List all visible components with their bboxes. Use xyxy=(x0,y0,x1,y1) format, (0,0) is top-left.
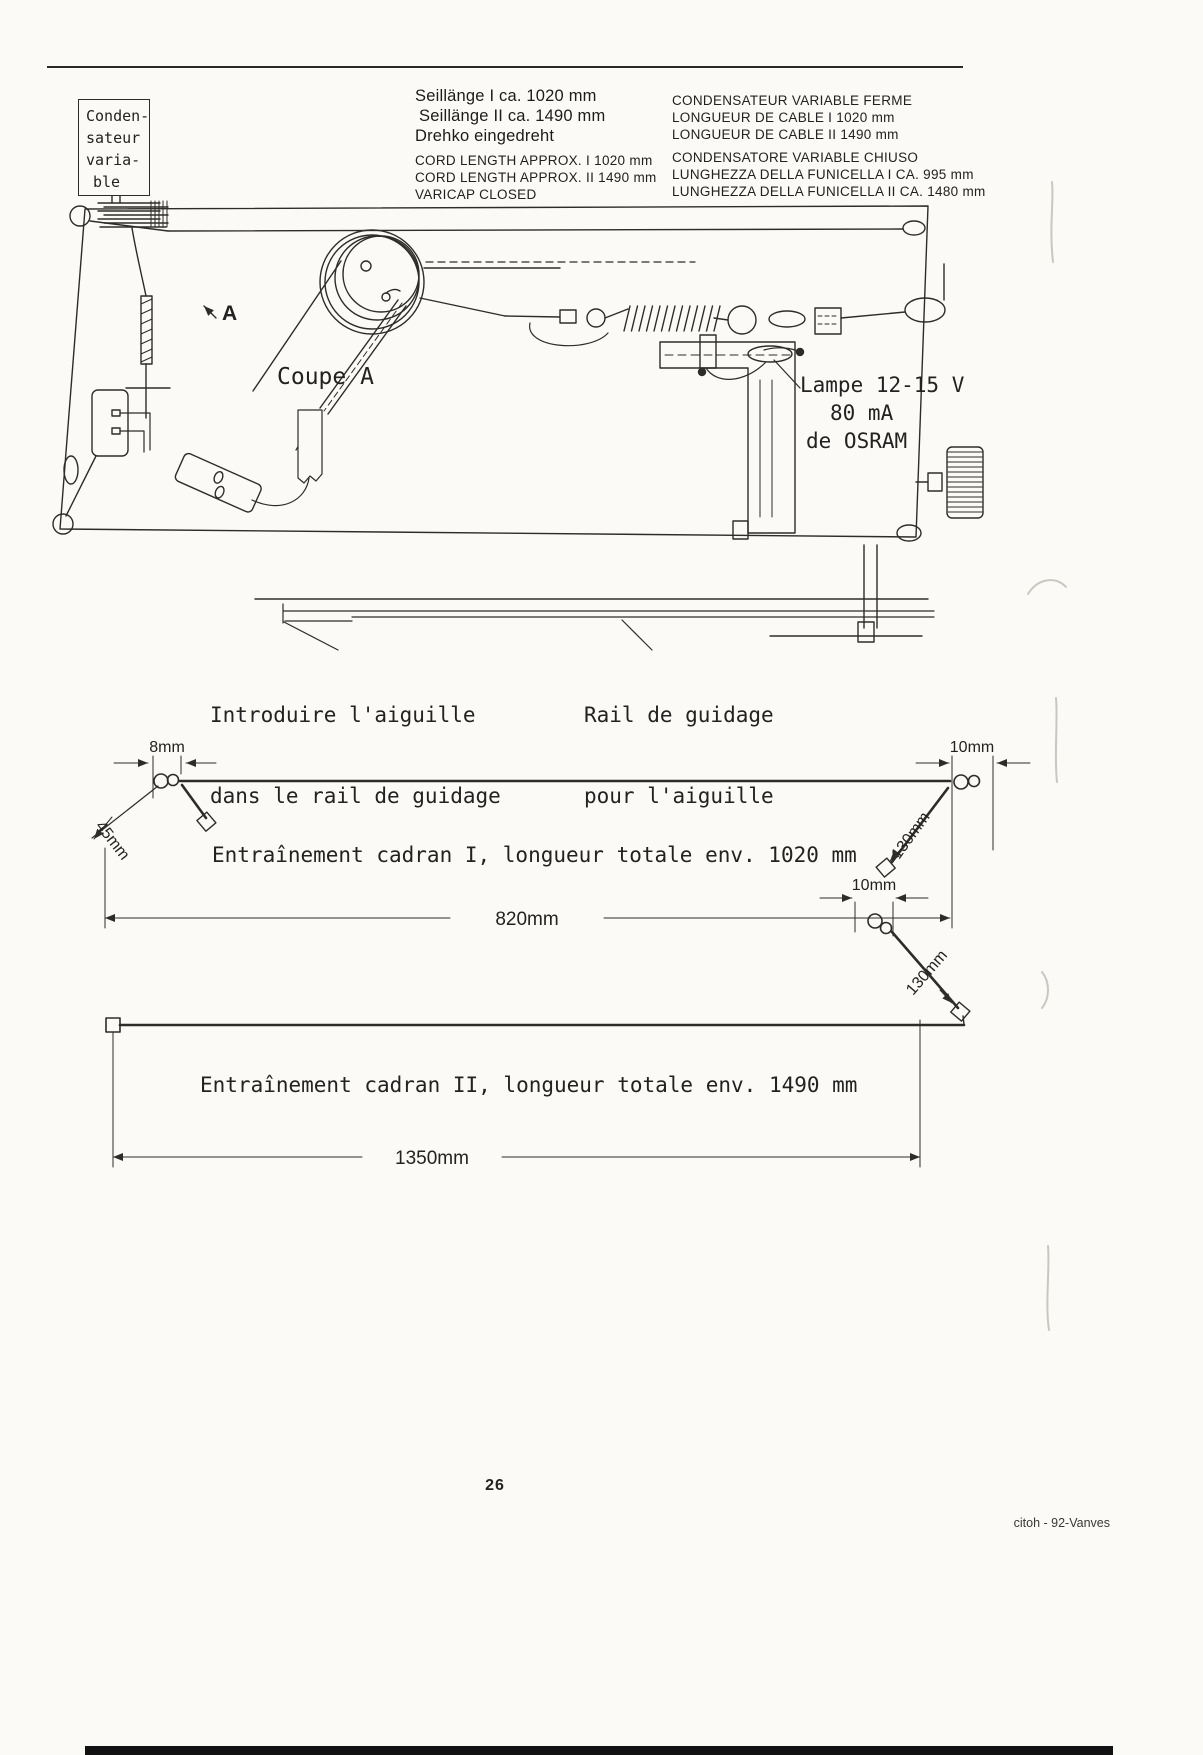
dial-drum xyxy=(320,230,695,334)
cord1-title: Entraînement cadran I, longueur totale env. 1020 mm xyxy=(212,843,857,867)
cord1-dim-10mm: 10mm xyxy=(949,739,995,756)
needle-note-line1: Introduire l'aiguille xyxy=(210,703,476,727)
lamp-label-line2: 80 mA xyxy=(830,401,894,425)
note-fr: LONGUEUR DE CABLE II 1490 mm xyxy=(672,127,899,142)
dial-needle-assembly xyxy=(174,300,406,514)
scan-artifact xyxy=(1028,182,1066,1330)
note-it: LUNGHEZZA DELLA FUNICELLA II CA. 1480 mm xyxy=(672,184,986,199)
needle-note-line2: dans le rail de guidage xyxy=(210,784,501,808)
note-fr: CONDENSATEUR VARIABLE FERME xyxy=(672,93,913,108)
varicap-label-line: varia- xyxy=(86,151,141,169)
varicap-label-line: ble xyxy=(93,173,121,191)
cord1-dim-45mm: 45mm xyxy=(91,817,133,864)
tuning-gear-knob xyxy=(916,447,983,518)
note-en: VARICAP CLOSED xyxy=(415,187,537,202)
imprint: citoh - 92-Vanves xyxy=(1013,1516,1110,1530)
cord2-dim-130mm: 130mm xyxy=(903,947,952,999)
note-it: CONDENSATORE VARIABLE CHIUSO xyxy=(672,150,919,165)
note-en: CORD LENGTH APPROX. II 1490 mm xyxy=(415,170,657,185)
page-number: 26 xyxy=(485,1477,505,1494)
section-letter: A xyxy=(222,302,238,325)
cord1-dim-8mm: 8mm xyxy=(149,739,185,756)
cord1-dim-820mm: 820mm xyxy=(495,909,559,930)
rail-note-line2: pour l'aiguille xyxy=(584,784,774,808)
cord2-dim-1350mm: 1350mm xyxy=(395,1148,469,1169)
note-de: Seillänge I ca. 1020 mm xyxy=(415,87,597,105)
chassis-outline xyxy=(53,206,928,541)
lamp-label-line3: de OSRAM xyxy=(806,429,908,453)
rail-note-line1: Rail de guidage xyxy=(584,703,774,727)
bottom-scan-bar xyxy=(85,1746,1113,1755)
note-fr: LONGUEUR DE CABLE I 1020 mm xyxy=(672,110,895,125)
cord1-dim-130mm: 130mm xyxy=(888,809,934,863)
cord-diagram-2 xyxy=(106,898,970,1167)
cord2-dim-10mm: 10mm xyxy=(851,877,897,894)
notes-right-block xyxy=(672,92,986,200)
variable-capacitor-assembly xyxy=(66,196,903,516)
section-label: Coupe A xyxy=(277,364,374,390)
note-de: Drehko eingedreht xyxy=(415,127,555,145)
varicap-label-line: sateur xyxy=(86,129,141,147)
note-en: CORD LENGTH APPROX. I 1020 mm xyxy=(415,153,653,168)
rail-note xyxy=(584,648,774,864)
needle-note xyxy=(210,648,501,864)
note-it: LUNGHEZZA DELLA FUNICELLA I CA. 995 mm xyxy=(672,167,974,182)
varicap-label-box xyxy=(78,99,150,196)
note-de: Seillänge II ca. 1490 mm xyxy=(419,107,606,125)
lamp-label-line1: Lampe 12-15 V xyxy=(800,373,965,397)
varicap-label-line: Conden- xyxy=(86,107,150,125)
needle-guide-rail xyxy=(255,545,934,650)
notes-center-block xyxy=(415,86,657,203)
cord2-title: Entraînement cadran II, longueur totale env. 1490 mm xyxy=(200,1073,858,1097)
section-arrow xyxy=(204,306,216,318)
